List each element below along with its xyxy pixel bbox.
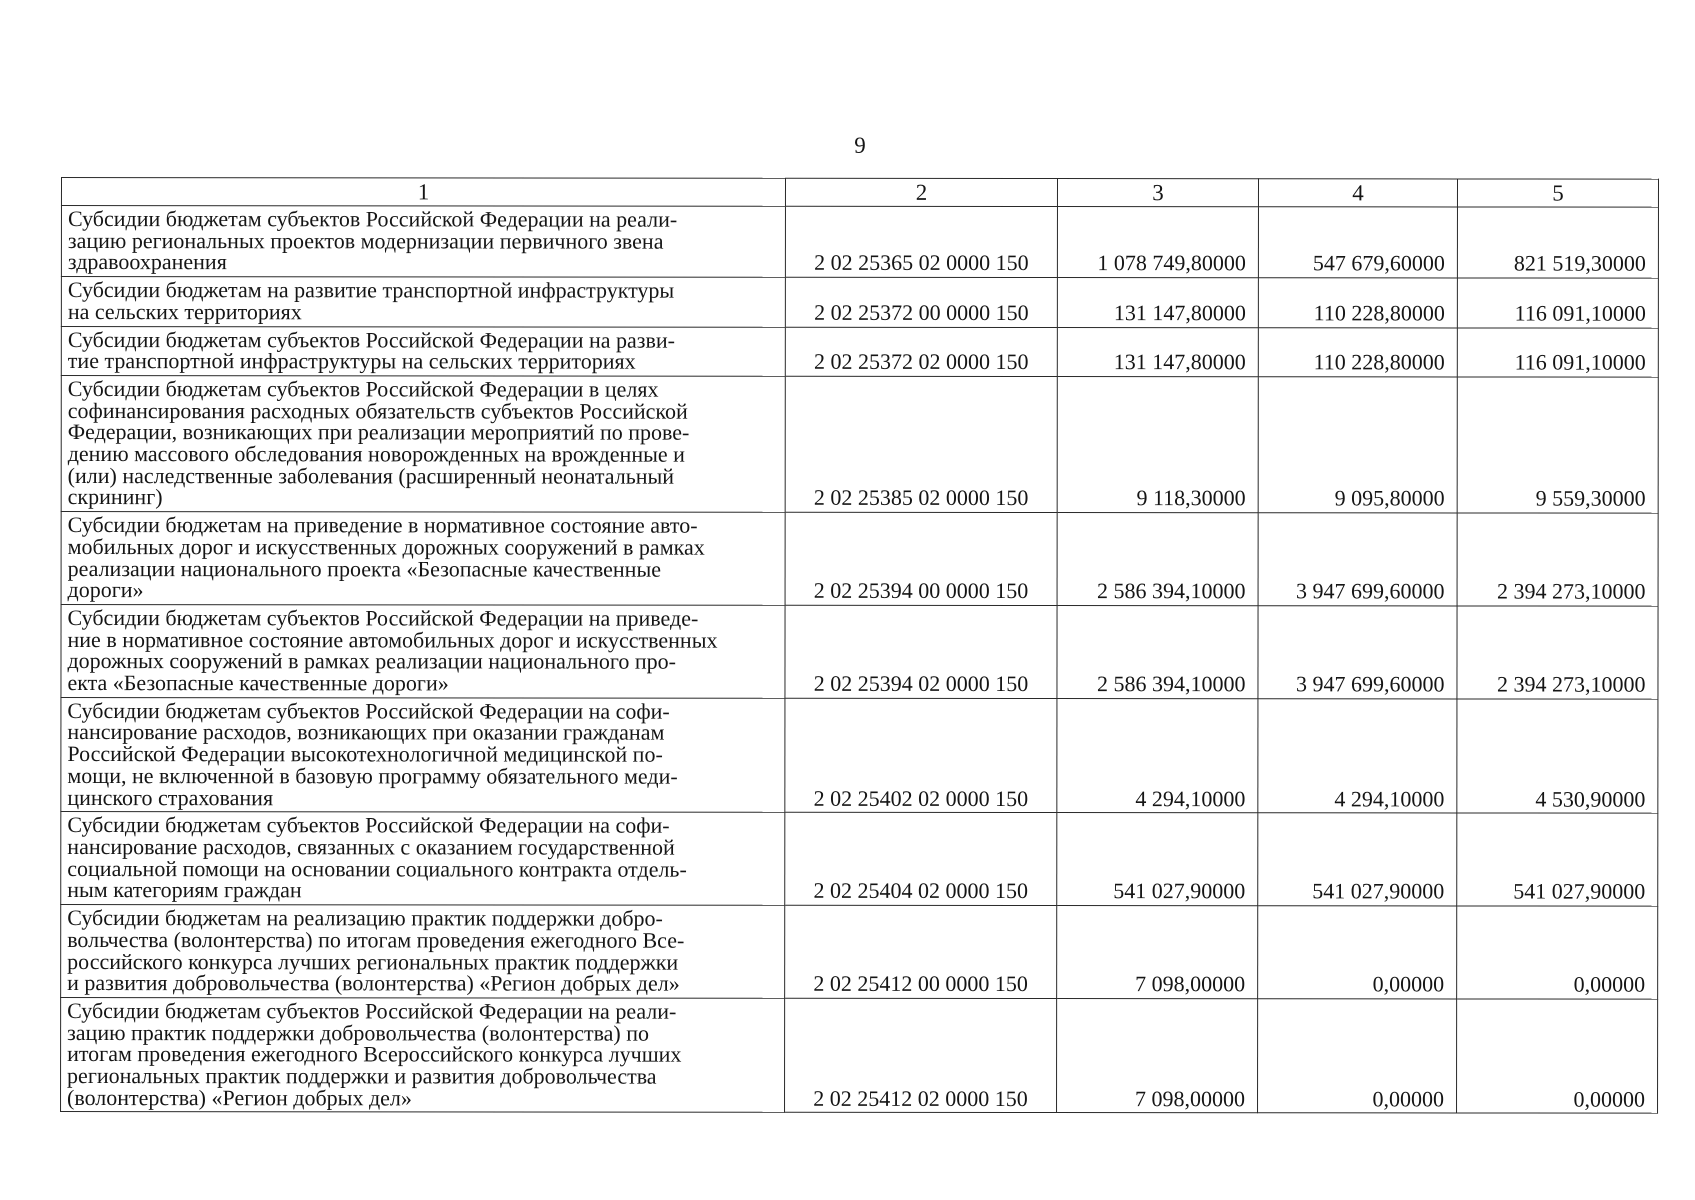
row-name-line: Субсидии бюджетам субъектов Российской Федерации на разви- <box>67 326 675 353</box>
row-value-col4: 110 228,80000 <box>1258 327 1457 377</box>
column-header-5: 5 <box>1457 179 1658 207</box>
table-row <box>61 277 1658 328</box>
row-value-col4: 0,00000 <box>1258 999 1457 1114</box>
table-header <box>61 178 1658 208</box>
table-row <box>61 375 1658 513</box>
row-value-col5: 4 530,90000 <box>1457 699 1658 814</box>
row-name-line: Субсидии бюджетам субъектов Российской Федерации на реали- <box>67 997 677 1024</box>
row-code-cell: 2 02 25394 02 0000 150 <box>785 605 1057 698</box>
row-name-line: российского конкурса лучших региональных практик поддержки <box>67 948 679 975</box>
row-name-line: на сельских территориях <box>67 298 302 325</box>
row-name-cell <box>61 697 785 812</box>
row-value-col3: 4 294,10000 <box>1057 698 1258 813</box>
row-name-cell <box>61 997 785 1112</box>
row-name-cell <box>61 604 785 698</box>
row-value-col5: 2 394 273,10000 <box>1457 513 1658 606</box>
row-name-line: Субсидии бюджетам на приведение в нормативное состояние авто- <box>67 512 698 538</box>
row-value-col3: 2 586 394,10000 <box>1057 513 1258 606</box>
row-value-col3: 7 098,00000 <box>1057 906 1258 999</box>
row-value-col5: 541 027,90000 <box>1457 813 1658 906</box>
row-value-col5: 2 394 273,10000 <box>1457 606 1658 699</box>
row-value-col4: 3 947 699,60000 <box>1258 606 1457 699</box>
table-body <box>61 206 1659 1114</box>
table-row <box>61 206 1658 279</box>
row-name-cell <box>61 905 785 999</box>
row-code-cell: 2 02 25412 02 0000 150 <box>785 998 1057 1113</box>
row-name-line: ние в нормативное состояние автомобильных дорог и искусственных <box>67 626 718 653</box>
row-value-col5: 0,00000 <box>1457 999 1658 1114</box>
row-value-col4: 547 679,60000 <box>1258 207 1457 278</box>
row-value-col4: 3 947 699,60000 <box>1258 513 1457 606</box>
row-name-line: Субсидии бюджетам на реализацию практик поддержки добро- <box>67 905 663 931</box>
row-name-line: екта «Безопасные качественные дороги» <box>67 670 449 696</box>
row-name-line: реализации национального проекта «Безопасные качественные <box>67 555 662 582</box>
row-name-cell <box>61 326 785 376</box>
table-row <box>61 697 1658 813</box>
page-number: 9 <box>854 133 866 158</box>
row-name-line: дорожных сооружений в рамках реализации национального про- <box>67 648 676 675</box>
table-row <box>61 604 1658 698</box>
row-code-cell: 2 02 25412 00 0000 150 <box>785 905 1057 998</box>
row-value-col4: 9 095,80000 <box>1258 377 1457 513</box>
column-header-1: 1 <box>61 178 785 207</box>
row-value-col3: 9 118,30000 <box>1057 376 1258 512</box>
row-name-cell <box>61 206 785 278</box>
row-name-line: дению массового обследования новорожденных на врожденные и <box>67 441 685 467</box>
row-code-cell: 2 02 25365 02 0000 150 <box>785 206 1057 277</box>
row-value-col3: 541 027,90000 <box>1057 813 1258 906</box>
row-name-line: мощи, не включенной в базовую программу обязательного меди- <box>67 762 678 789</box>
row-name-line: Субсидии бюджетам на развитие транспортной инфраструктуры <box>67 277 675 303</box>
row-value-col3: 1 078 749,80000 <box>1057 207 1258 278</box>
row-name-line: Субсидии бюджетам субъектов Российской Федерации на реали- <box>67 206 678 232</box>
row-code-cell: 2 02 25402 02 0000 150 <box>785 698 1057 813</box>
row-name-line: социальной помощи на основании социального контракта отдель- <box>67 855 687 882</box>
row-name-line: нансирование расходов, связанных с оказанием государственной <box>67 833 675 860</box>
row-name-cell <box>61 512 785 606</box>
row-value-col5: 116 091,10000 <box>1457 278 1658 328</box>
row-name-line: региональных практик поддержки и развития добровольчества <box>67 1063 657 1089</box>
row-code-cell: 2 02 25385 02 0000 150 <box>785 376 1057 513</box>
column-header-4: 4 <box>1258 179 1457 207</box>
row-name-cell <box>61 375 785 512</box>
row-name-line: итогам проведения ежегодного Всероссийского конкурса лучших <box>67 1041 682 1067</box>
row-name-line: мобильных дорог и искусственных дорожных сооружений в рамках <box>67 533 705 560</box>
table-row <box>61 812 1658 906</box>
row-name-line: Субсидии бюджетам субъектов Российской Федерации на софи- <box>67 697 670 724</box>
table-row <box>61 326 1658 377</box>
row-name-line: нансирование расходов, возникающих при оказании гражданам <box>67 719 665 746</box>
row-name-cell <box>61 812 785 906</box>
row-name-line: и развития добровольчества (волонтерства) «Регион добрых дел» <box>67 970 680 996</box>
row-value-col4: 541 027,90000 <box>1258 813 1457 906</box>
row-name-line: зацию практик поддержки добровольчества (волонтерства) по <box>67 1019 650 1046</box>
row-name-line: тие транспортной инфраструктуры на сельских территориях <box>67 348 636 374</box>
budget-table <box>60 177 1659 1114</box>
row-name-line: дороги» <box>67 577 144 603</box>
header-row <box>61 178 1658 208</box>
row-name-line: вольчества (волонтерства) по итогам проведения ежегодного Все- <box>67 926 685 953</box>
row-value-col4: 110 228,80000 <box>1258 278 1457 328</box>
row-value-col3: 131 147,80000 <box>1057 327 1258 377</box>
table-row <box>61 512 1658 606</box>
row-name-line: Субсидии бюджетам субъектов Российской Федерации в целях <box>67 375 659 402</box>
row-name-line: (волонтерства) «Регион добрых дел» <box>67 1084 412 1111</box>
row-value-col3: 2 586 394,10000 <box>1057 605 1258 698</box>
table-row <box>61 905 1658 999</box>
row-value-col5: 116 091,10000 <box>1457 327 1658 377</box>
column-header-2: 2 <box>785 178 1057 206</box>
row-value-col3: 7 098,00000 <box>1057 998 1258 1113</box>
row-code-cell: 2 02 25404 02 0000 150 <box>785 813 1057 906</box>
row-code-cell: 2 02 25394 00 0000 150 <box>785 512 1057 605</box>
row-value-col5: 9 559,30000 <box>1457 377 1658 513</box>
row-value-col4: 0,00000 <box>1258 906 1457 999</box>
row-name-line: Субсидии бюджетам субъектов Российской Федерации на приведе- <box>67 604 699 631</box>
row-value-col5: 821 519,30000 <box>1457 207 1658 278</box>
row-name-line: скрининг) <box>67 484 163 510</box>
row-value-col4: 4 294,10000 <box>1258 699 1457 814</box>
row-name-line: здравоохранения <box>67 249 227 275</box>
row-name-line: Федерации, возникающих при реализации мероприятий по прове- <box>67 419 690 445</box>
table-row <box>61 997 1658 1113</box>
row-name-cell <box>61 277 785 327</box>
row-value-col3: 131 147,80000 <box>1057 278 1258 328</box>
row-code-cell: 2 02 25372 02 0000 150 <box>785 327 1057 377</box>
row-name-line: (или) наследственные заболевания (расширенный неонатальный <box>67 462 675 489</box>
row-name-line: ным категориям граждан <box>67 877 302 903</box>
row-name-line: Субсидии бюджетам субъектов Российской Федерации на софи- <box>67 812 670 838</box>
row-name-line: софинансирования расходных обязательств субъектов Российской <box>67 397 688 424</box>
row-name-line: цинского страхования <box>67 784 274 810</box>
row-name-line: зацию региональных проектов модернизации первичного звена <box>67 227 664 254</box>
row-value-col5: 0,00000 <box>1457 906 1658 999</box>
row-name-line: Российской Федерации высокотехнологичной медицинской по- <box>67 741 663 767</box>
column-header-3: 3 <box>1057 179 1258 207</box>
row-code-cell: 2 02 25372 00 0000 150 <box>785 277 1057 327</box>
